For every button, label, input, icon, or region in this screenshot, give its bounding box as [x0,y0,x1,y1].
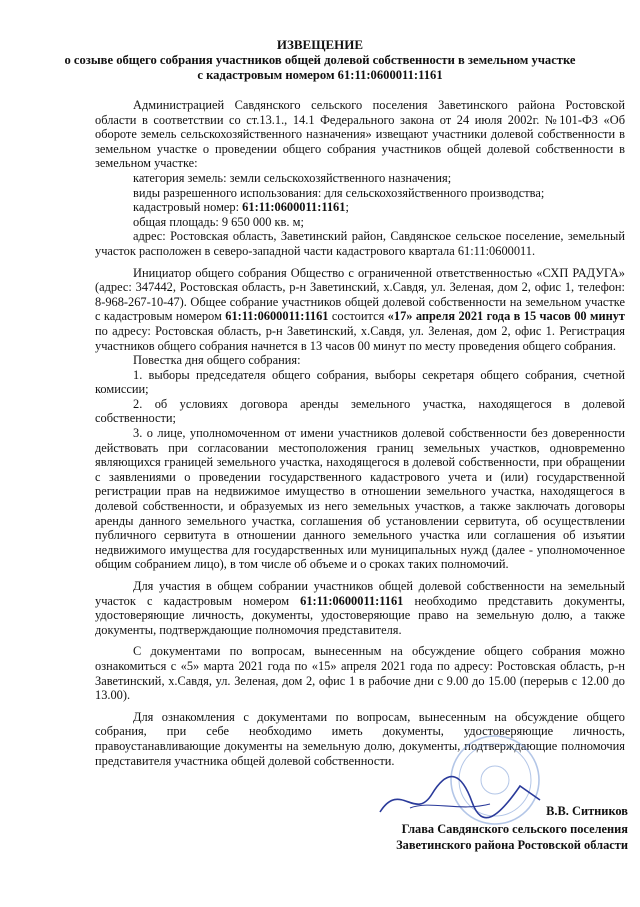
signatory-position-line2: Заветинского района Ростовской области [396,838,628,852]
plot-address: адрес: Ростовская область, Заветинский район, Савдянское сельское поселение, земельный участок расположен в северо-западной части кадастрового квартала 61:11:0600011. [95,229,625,258]
document-title: ИЗВЕЩЕНИЕ [276,37,364,52]
document-subtitle-line2: с кадастровым номером 61:11:0600011:1161 [197,68,443,82]
land-category: категория земель: земли сельскохозяйственного назначения; [133,170,452,185]
agenda-item-1: 1. выборы председателя общего собрания, выборы секретаря общего собрания, счетной комиссии; [95,367,625,397]
cadastral-end: ; [345,200,349,215]
initiator-paragraph [95,266,625,354]
initiator-text-c: по адресу: Ростовская область, р-н Заветинский, х.Савдя, ул. Зеленая, дом 2, офис 1. Регистрация участников общего собрания начнется в 13 часов 00 минут по месту проведения общего собрания. [95,323,625,353]
participation-paragraph [95,579,625,637]
signatory-position-line1: Глава Савдянского сельского поселения [401,822,628,836]
initiator-text-a: Инициатор общего собрания Общество с ограниченной ответственностью «СХП РАДУГА» (адрес: 347442, Ростовская область, р-н Заветинский, х.Савдя, ул. Зеленая, дом 2, офис 1, телефон: 8-968-267-10-47). Общее собрание участников общей долевой собственности на земельном участке с кадастровым номером [95,265,625,324]
intro-paragraph: Администрацией Савдянского сельского поселения Заветинского района Ростовской области в соответствии со ст.13.1., 14.1 Федерального закона от 24 июля 2002г. №101-ФЗ «Об обороте земель сельскохозяйственного назначения» извещают участники долевой собственности в земельном участке о проведении общего собрания участников общей долевой собственности в земельном участке: [95,98,625,171]
initiator-text-b: состоится [328,309,388,324]
cadastral-label: кадастровый номер: [133,200,243,215]
participation-cadastral-number: 61:11:0600011:1161 [300,593,404,608]
agenda-item-3: 3. о лице, уполномоченном от имени участников долевой собственности без доверенности действовать при согласовании местоположения границ земельных участков, одновременно являющихся границей земельного участка, находящегося в долевой собственности, при обращении с заявлениями о проведении государственного кадастрового учета и (или) государственной регистрации прав на недвижимое имущество в отношении земельного участка, находящегося в долевой собственности, и образуемых из него земельных участков, а также заключать договоры аренды данного земельного участка, соглашения об установлении сервитута, об осуществлении публичного сервитута в отношении данного земельного участка или соглашения об изъятии недвижимого имущества для государственных или муниципальных нужд (далее - уполномоченное общим собранием лицо), в том числе об объеме и о сроках таких полномочий. [95,426,625,572]
document-subtitle-line1: о созыве общего собрания участников общей долевой собственности в земельном участке [64,53,576,67]
review-paragraph: С документами по вопросам, вынесенным на обсуждение общего собрания можно ознакомиться с «5» марта 2021 года по «15» апреля 2021 года по адресу: Ростовская область, р-н Заветинский, х.Савдя, ул. Зеленая, дом 2, офис 1 в рабочие дни с 9.00 до 15.00 (перерыв с 12.00 до 13.00). [95,644,625,703]
signatory-name: В.В. Ситников [546,804,628,818]
agenda-title: Повестка дня общего собрания: [133,353,301,368]
agenda-item-2: 2. об условиях договора аренды земельного участка, находящегося в долевой собственности; [95,396,625,426]
agenda-list [95,368,625,572]
total-area: общая площадь: 9 650 000 кв. м; [133,214,304,229]
cadastral-number-line [95,200,625,215]
permitted-use: виды разрешенного использования: для сельскохозяйственного производства; [133,185,545,200]
cadastral-number: 61:11:0600011:1161 [242,200,346,215]
meeting-date: «17» апреля 2021 года в 15 часов 00 минут [387,309,626,324]
document-body [95,98,625,768]
participation-text-a: Для участия в общем собрании участников общей долевой собственности на земельный участок с кадастровым номером [95,579,625,608]
handwritten-signature [370,760,550,830]
final-paragraph: Для ознакомления с документами по вопросам, вынесенным на обсуждение общего собрания, при себе необходимо иметь документы, удостоверяющие личность, правоустанавливающие документы на земельную долю, документы, подтверждающие полномочия представителя участника общей долевой собственности. [95,709,625,768]
participation-text-b: необходимо представить документы, удостоверяющие личность, документы, удостоверяющие право на земельную долю, а также документы, подтверждающие полномочия представителя. [95,593,625,637]
initiator-cadastral-number: 61:11:0600011:1161 [225,309,329,324]
